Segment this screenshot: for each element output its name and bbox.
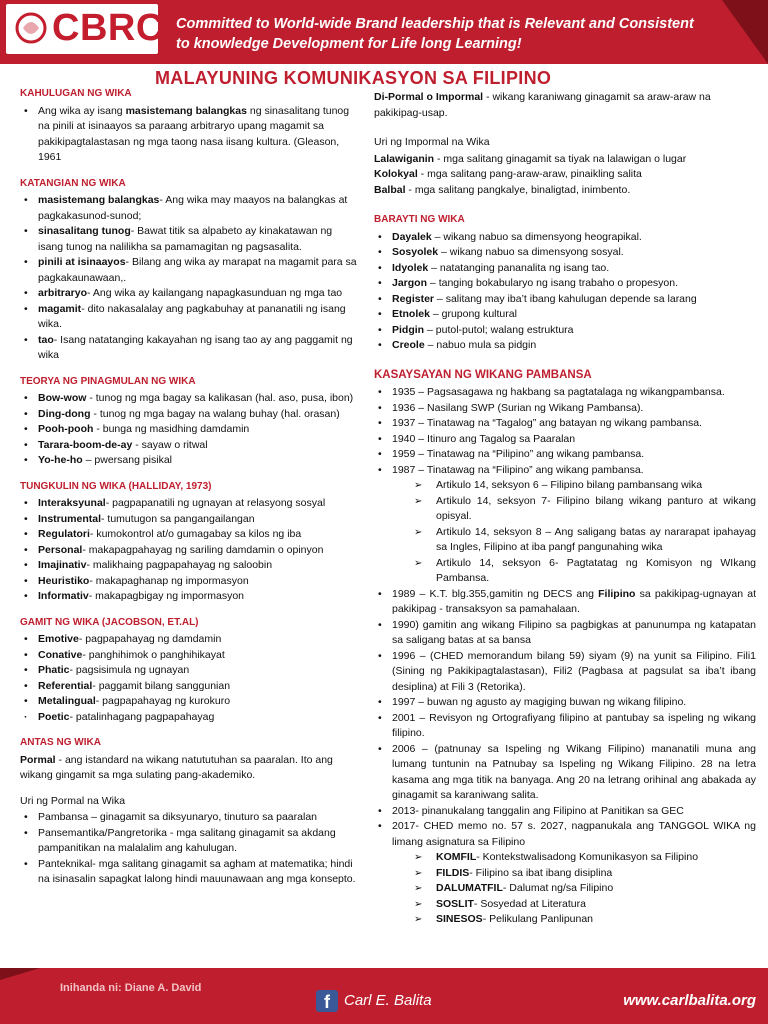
text: - pagsisimula ng ugnayan [69, 664, 190, 676]
text: - mga salitang ginagamit sa tiyak na lalawigan o lugar [434, 152, 687, 165]
term: Dayalek [392, 230, 432, 243]
list-item [20, 438, 360, 454]
motto [176, 14, 694, 54]
list-item [374, 152, 756, 168]
page-title: MALAYUNING KOMUNIKASYON SA FILIPINO [155, 68, 552, 88]
term: Bow-wow [38, 392, 87, 404]
text: - wikang karaniwang ginagamit sa araw-araw na pakikipag-usap. [374, 91, 711, 119]
list-item: • 2006 – (patnunay sa Ispeling ng Wikang Filipino) mananatili muna ang lumang tuntunin na Patnubay sa Ispeling ng Wikang Filipino. 28 na letra kasama ang mga titik na banyaga. Ang 20 na letrang orihinal ang abakada ay ginagamit sa karaniwang salita. [374, 742, 756, 804]
section-title-kahulugan: KAHULUGAN NG WIKA [20, 88, 132, 99]
list-item: • Panteknikal- mga salitang ginagamit sa agham at matematika; hindi na isinasalin sapagkat lalong hindi mauunawaan ang mga konsepto. [20, 857, 360, 888]
text: – wikang nabuo sa dimensyong heograpikal. [431, 230, 642, 243]
list-item: • 1935 – Pagsasagawa ng hakbang sa pagtatalaga ng wikangpambansa. [374, 385, 756, 401]
text: - Sosyedad at Literatura [473, 897, 586, 910]
list-item [20, 453, 360, 469]
term: Register [392, 292, 435, 305]
text: - makapagpahayag ng sariling damdamin o opinyon [82, 543, 324, 556]
list-item [414, 897, 756, 913]
text: - paggamit bilang sanggunian [92, 679, 231, 692]
text: - dito nakasalalay ang pagkabuhay at pananatili ng isang wika. [38, 302, 346, 330]
text: - mga salitang pangkalye, binaligtad, inimbento. [405, 183, 631, 196]
list-item [20, 391, 360, 407]
list-item: • 1937 – Tinatawag na “Tagalog” ang batayan ng wikang pambansa. [374, 416, 756, 432]
artikulo-list [414, 478, 756, 587]
section-title-katangian: KATANGIAN NG WIKA [20, 177, 126, 189]
list-item [20, 255, 360, 286]
text: - Bilang ang wika ay marapat na magamit para sa pagkakaunawaan,. [38, 256, 357, 284]
list-item: • 1987 – Tinatawag na “Filipino” ang wikang pambansa. [374, 463, 756, 479]
list-item [374, 245, 756, 261]
term: sinasalitang tunog [38, 225, 131, 237]
list-item: • Pambansa – ginagamit sa diksyunaryo, tinuturo sa paaralan [20, 810, 360, 826]
list-item: • 2017- CHED memo no. 57 s. 2027, nagpanukala ang TANGGOL WIKA ng limang asignatura sa Filipino [374, 819, 756, 850]
term: pinili at isinaayos [38, 256, 126, 268]
list-item [20, 663, 360, 679]
list-item: ➢ Artikulo 14, seksyon 7- Filipino bilang wikang panturo at wikang opisyal. [414, 494, 756, 525]
list-item [20, 632, 360, 648]
antas-paragraph [20, 753, 360, 784]
text: - kumokontrol at/o gumagabay sa kilos ng iba [89, 528, 302, 540]
text: - Isang natatanging kakayahan ng isang tao ay ang paggamit ng wika [38, 333, 353, 361]
term: Kolokyal [374, 168, 418, 180]
term: Referential [38, 679, 93, 692]
term: Creole [392, 339, 425, 351]
list-item [20, 574, 360, 590]
cbrc-logo [6, 4, 164, 54]
text: ng sinasalitang tunog na pinili at isinaayos sa paraang arbitraryo upang magamit sa pakikipagtalastasan ng mga taong nasa iisang kultura. (Gleason, 1961 [38, 104, 350, 163]
term: Yo-he-ho [38, 454, 83, 466]
subsection-title-uri-pormal: Uri ng Pormal na Wika [20, 794, 126, 807]
text: – grupong kultural [429, 308, 517, 320]
term: Sosyolek [392, 246, 439, 258]
text: – nabuo mula sa pidgin [424, 339, 537, 351]
list-item [20, 104, 360, 166]
text: - Bawat titik sa alpabeto ay kinakatawan ng isang tunog na nalilikha sa pamamagitan ng pagsasalita. [38, 225, 333, 253]
list-item [20, 527, 360, 543]
term: Pormal [20, 753, 56, 766]
term: Tarara-boom-de-ay [38, 438, 133, 451]
header-fold [722, 0, 768, 64]
list-item: ➢ Artikulo 14, seksyon 6- Pagtatatag ng Komisyon ng WIkang Pambansa. [414, 556, 756, 587]
tungkulin-list [20, 496, 360, 605]
list-item [20, 648, 360, 664]
list-item: • Pansemantika/Pangretorika - mga salitang ginagamit sa akdang pampanitikan na malalalim ang kahulugan. [20, 826, 360, 857]
term: Etnolek [392, 308, 430, 320]
text: – salitang may iba’t ibang kahulugan depende sa larang [434, 292, 697, 305]
text: - pagpapanatili ng ugnayan at relasyong sosyal [105, 497, 326, 509]
text: - tunog ng mga bagay sa kalikasan (hal. aso, pusa, ibon) [86, 392, 354, 404]
term: Lalawiganin [374, 152, 435, 165]
uri-impormal-list [374, 152, 756, 199]
text: - Filipino sa ibat ibang disiplina [469, 866, 613, 879]
list-item [20, 558, 360, 574]
text: - tunog ng mga bagay na walang buhay (hal. orasan) [90, 407, 340, 420]
facebook-name[interactable]: Carl E. Balita [344, 992, 432, 1009]
footer-banner [0, 968, 768, 1024]
list-item [20, 710, 360, 726]
website-link[interactable]: www.carlbalita.org [623, 992, 756, 1009]
list-item [374, 183, 756, 199]
list-item [20, 543, 360, 559]
list-item: • 1990) gamitin ang wikang Filipino sa pagbigkas at panunumpa ng katapatan sa saligang batas at sa bansa [374, 618, 756, 649]
kahulugan-list [20, 104, 360, 166]
term: Informativ [38, 590, 89, 602]
text: - Pelikulang Panlipunan [482, 913, 594, 925]
list-item: • 2013- pinanukalang tanggalin ang Filipino at Panitikan sa GEC [374, 804, 756, 820]
gamit-list-poetic [20, 710, 360, 726]
section-title-gamit: GAMIT NG WIKA (JACOBSON, ET.AL) [20, 616, 199, 628]
list-item [374, 276, 756, 292]
term: Heuristiko [38, 574, 90, 587]
text: - Kontekstwalisadong Komunikasyon sa Filipino [476, 851, 699, 863]
list-item: ➢ Artikulo 14, seksyon 8 – Ang saligang batas ay nararapat ipahayag sa Ingles, Filipino at iba pangf pangunahing wika [414, 525, 756, 556]
term: SOSLIT [436, 897, 474, 910]
text: – putol-putol; walang estruktura [424, 323, 574, 336]
list-item [414, 866, 756, 882]
list-item [20, 193, 360, 224]
list-item [414, 881, 756, 897]
list-item [374, 307, 756, 323]
text: – natatanging pananalita ng isang tao. [428, 261, 610, 274]
term: Pidgin [392, 323, 425, 336]
logo-text: CBRC [52, 7, 164, 49]
term: Ding-dong [38, 407, 91, 420]
term: masistemang balangkas [38, 194, 160, 206]
list-item [20, 333, 360, 364]
term: arbitraryo [38, 287, 88, 299]
list-item [20, 589, 360, 605]
list-item: ➢ Artikulo 14, seksyon 6 – Filipino bilang pambansang wika [414, 478, 756, 494]
list-item: • 1959 – Tinatawag na “Pilipino” ang wikang pambansa. [374, 447, 756, 463]
term: Instrumental [38, 512, 102, 525]
right-column [374, 90, 756, 928]
term: tao [38, 333, 54, 346]
kasaysayan-list-2 [374, 587, 756, 851]
cbrc-logo-mark-icon [14, 12, 48, 44]
term: Conative [38, 648, 83, 661]
term: Interaksyunal [38, 497, 106, 509]
term: Poetic [38, 710, 70, 723]
term: Phatic [38, 664, 70, 676]
list-item [20, 224, 360, 255]
term: Emotive [38, 633, 79, 645]
term: Pooh-pooh [38, 423, 94, 435]
motto-line-1: Committed to World-wide Brand leadership that is Relevant and Consistent [176, 16, 694, 32]
text: - Ang wika may maayos na balangkas at pagkakasunod-sunod; [38, 194, 348, 222]
list-item [20, 679, 360, 695]
list-item [20, 512, 360, 528]
text: - Ang wika ay kailangang napagkasunduan ng mga tao [87, 287, 343, 299]
list-item: • 1996 – (CHED memorandum bilang 59) siyam (9) na yunit sa Filipino. Fili1 (Sining ng Pakikipagtalastasan), Fili2 (Pagbasa at pagsulat sa iba’t ibang desiplina) at Fili 3 (Retorika). [374, 649, 756, 696]
list-item [414, 912, 756, 928]
footer-fold [0, 968, 40, 980]
facebook-icon[interactable]: f [316, 990, 338, 1012]
diporm-paragraph [374, 90, 756, 121]
barayti-list [374, 230, 756, 354]
text: - pagpapahayag ng damdamin [78, 633, 222, 645]
section-title-barayti: BARAYTI NG WIKA [374, 214, 465, 225]
text: - malikhaing pagpapahayag ng saloobin [86, 559, 273, 571]
list-item [20, 496, 360, 512]
list-item [374, 261, 756, 277]
text: Ang wika ay isang [38, 104, 126, 117]
term: FILDIS [436, 866, 470, 879]
list-item: • 1940 – Itinuro ang Tagalog sa Paaralan [374, 432, 756, 448]
term: KOMFIL [436, 851, 477, 863]
term: DALUMATFIL [436, 882, 503, 894]
list-item [374, 292, 756, 308]
text: – pwersang pisikal [82, 454, 173, 466]
left-column [20, 78, 360, 888]
text: - ang istandard na wikang natututuhan sa paaralan. Ito ang wikang gingamit sa mga sulating pang-akademiko. [20, 753, 333, 781]
list-item [20, 694, 360, 710]
asignatura-list [414, 850, 756, 928]
uri-pormal-list [20, 810, 360, 888]
subsection-title-uri-impormal: Uri ng Impormal na Wika [374, 136, 490, 148]
list-item [374, 230, 756, 246]
term: Di-Pormal o Impormal [374, 91, 484, 103]
section-title-antas: ANTAS NG WIKA [20, 737, 101, 748]
term: Jargon [392, 277, 428, 289]
term: SINESOS [436, 913, 483, 925]
term: Filipino [598, 587, 636, 600]
header-banner [0, 0, 768, 64]
teorya-list [20, 391, 360, 469]
list-item [374, 167, 756, 183]
text: sa pakikipag-ugnayan at pakikipag - transaksyon sa pamahalaan. [392, 587, 757, 615]
section-title-teorya: TEORYA NG PINAGMULAN NG WIKA [20, 375, 196, 387]
prepared-by: Inihanda ni: Diane A. David [60, 982, 202, 994]
term: Personal [38, 543, 83, 556]
text: - mga salitang pang-araw-araw, pinaikling salita [417, 168, 642, 180]
section-title-kasaysayan: KASAYSAYAN NG WIKANG PAMBANSA [374, 368, 592, 381]
text: - patalinhagang pagpapahayag [69, 710, 215, 723]
term: Regulatori [38, 528, 90, 540]
text: - bunga ng masidhing damdamin [93, 423, 250, 435]
katangian-list [20, 193, 360, 364]
list-item [20, 422, 360, 438]
list-item [414, 850, 756, 866]
text: – wikang nabuo sa dimensyong sosyal. [438, 246, 624, 258]
text: - tumutugon sa pangangailangan [101, 512, 255, 525]
list-item [374, 587, 756, 618]
term: Balbal [374, 183, 406, 196]
gamit-list [20, 632, 360, 710]
list-item: • 1936 – Nasilang SWP (Surian ng Wikang Pambansa). [374, 401, 756, 417]
text: - pagpapahayag ng kurokuro [95, 695, 231, 707]
text: - makapagbigay ng impormasyon [88, 590, 245, 602]
text: 1989 – K.T. blg.355,gamitin ng DECS ang [392, 587, 599, 600]
list-item [374, 323, 756, 339]
term: magamit [38, 302, 82, 315]
text: - Dalumat ng/sa Filipino [502, 882, 614, 894]
text: - sayaw o ritwal [132, 438, 208, 451]
list-item [20, 302, 360, 333]
list-item [20, 286, 360, 302]
list-item: • 1997 – buwan ng agusto ay magiging buwan ng wikang filipino. [374, 695, 756, 711]
term: masistemang balangkas [125, 104, 247, 117]
list-item: • 2001 – Revisyon ng Ortografiyang filipino at pantubay sa ispeling ng wikang filipino. [374, 711, 756, 742]
term: Idyolek [392, 261, 429, 274]
motto-line-2: to knowledge Development for Life long Learning! [176, 36, 522, 52]
list-item [374, 338, 756, 354]
term: Imajinativ [38, 559, 87, 571]
term: Metalingual [38, 695, 96, 707]
kasaysayan-list [374, 385, 756, 478]
list-item [20, 407, 360, 423]
text: - makapaghanap ng impormasyon [89, 574, 249, 587]
section-title-tungkulin: TUNGKULIN NG WIKA (HALLIDAY, 1973) [20, 480, 212, 492]
text: - panghihimok o panghihikayat [82, 648, 225, 661]
text: – tanging bokabularyo ng isang trabaho o propesyon. [427, 277, 679, 289]
